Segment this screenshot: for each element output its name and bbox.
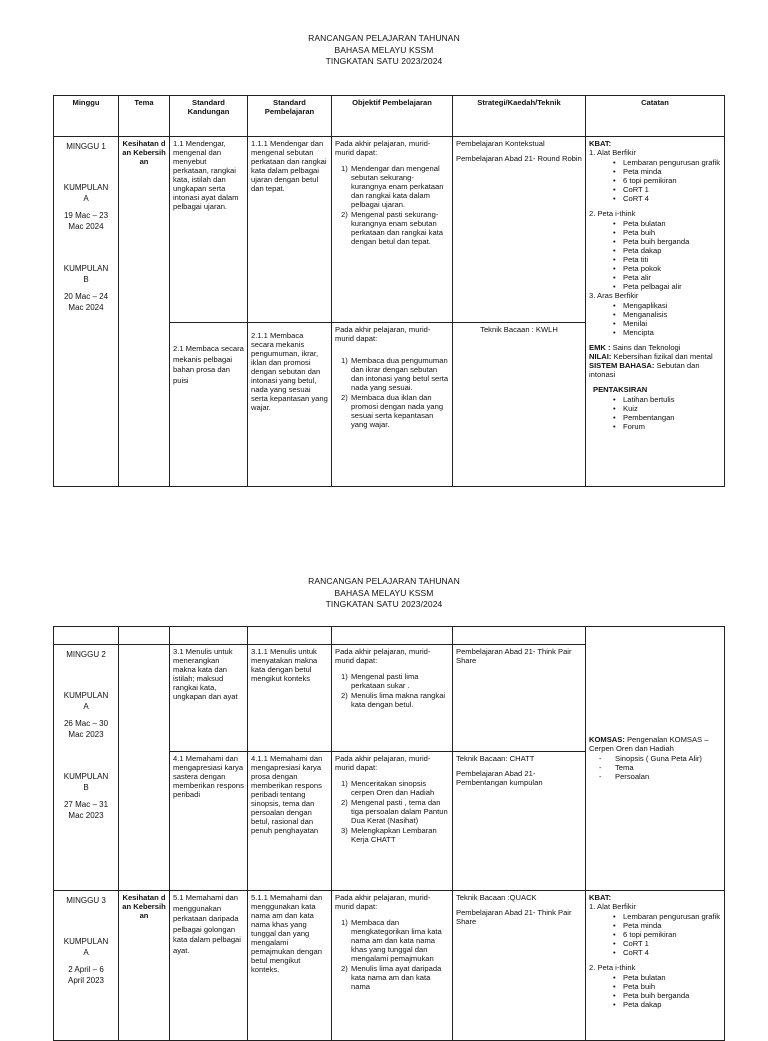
list-item: • Peta buih bbox=[613, 982, 656, 991]
strategi-text: Pembelajaran Abad 21- Think Pair Share bbox=[456, 647, 572, 665]
list-item: 1) Mendengar dan mengenal sebutan sekurang-kurangnya enam perkataan dan rangkai kata dalam pelbagai ujaran. bbox=[341, 164, 444, 209]
table-row bbox=[54, 891, 725, 1041]
sk-text: 4.1 Memahami dan mengapresiasi karya sastera dengan memberikan respons peribadi bbox=[173, 754, 244, 799]
empty-cell bbox=[453, 627, 586, 645]
list-item: • Forum bbox=[613, 422, 645, 431]
sk-cell bbox=[170, 137, 248, 323]
sistem-bahasa-line: SISTEM BAHASA: Sebutan dan intonasi bbox=[589, 361, 700, 379]
list-item: • Menganalisis bbox=[613, 310, 668, 319]
group-b-date: 20 Mac – 24 Mac 2024 bbox=[63, 291, 109, 312]
sp-text: 1.1.1 Mendengar dan mengenal sebutan perkataan dan rangkai kata dalam pelbagai ujaran dengan betul dan tepat. bbox=[251, 139, 327, 193]
alat-list bbox=[589, 158, 721, 203]
header-standard-pembelajaran: Standard Pembelajaran bbox=[248, 96, 332, 137]
peta-list bbox=[589, 973, 721, 1009]
page-title-2 bbox=[0, 576, 768, 611]
strategi-text: Pembelajaran Abad 21- Think Pair Share bbox=[456, 908, 572, 926]
list-item: • Latihan bertulis bbox=[613, 395, 675, 404]
tema-cell bbox=[119, 137, 170, 487]
header-strategi: Strategi/Kaedah/Teknik bbox=[453, 96, 586, 137]
sp-text: 2.1.1 Membaca secara mekanis pengumuman, ikrar, iklan dan promosi dengan sebutan dan intonasi yang betul, nada yang sesuai serta kepantasan yang wajar. bbox=[251, 331, 328, 412]
objektif-cell bbox=[332, 137, 453, 323]
header-objektif: Objektif Pembelajaran bbox=[332, 96, 453, 137]
objektif-list bbox=[335, 356, 449, 429]
emk-line: EMK : Sains dan Teknologi bbox=[589, 343, 681, 352]
header-tema: Tema bbox=[119, 96, 170, 137]
sk-text: 2.1 Membaca secara mekanis pelbagai bahan prosa dan puisi bbox=[173, 344, 244, 385]
sk-text: 1.1 Mendengar, mengenal dan menyebut perkataan, rangkai kata, istilah dan ungkapan serta intonasi ayat dalam pelbagai ujaran. bbox=[173, 139, 239, 211]
list-item: • Peta buih berganda bbox=[613, 237, 690, 246]
objektif-intro: Pada akhir pelajaran, murid-murid dapat: bbox=[335, 754, 431, 772]
strategi-cell bbox=[453, 323, 586, 487]
nilai-line: NILAI: Kebersihan fizikal dan mental bbox=[589, 352, 713, 361]
komsas-line: KOMSAS: Pengenalan KOMSAS – bbox=[589, 735, 709, 744]
catatan-cell bbox=[586, 137, 725, 487]
list-item: • CoRT 1 bbox=[613, 939, 649, 948]
objektif-list bbox=[335, 918, 449, 991]
sp-cell bbox=[248, 323, 332, 487]
empty-cell bbox=[248, 627, 332, 645]
catatan-cell bbox=[586, 627, 725, 891]
minggu-cell bbox=[54, 891, 119, 1041]
list-item: • Peta pokok bbox=[613, 264, 661, 273]
group-a-date: 2 April – 6 April 2023 bbox=[67, 964, 105, 985]
list-item: • Peta alir bbox=[613, 273, 651, 282]
list-item: • Peta bulatan bbox=[613, 973, 666, 982]
pentaksiran-list bbox=[589, 395, 721, 431]
objektif-intro: Pada akhir pelajaran, murid-murid dapat: bbox=[335, 139, 431, 157]
list-item: • Peta bulatan bbox=[613, 219, 666, 228]
list-item: • Peta dakap bbox=[613, 246, 662, 255]
peta-list bbox=[589, 219, 721, 291]
group-b-label: KUMPULAN B bbox=[63, 771, 109, 792]
lesson-plan-table-2 bbox=[53, 626, 725, 1041]
tema-cell bbox=[119, 645, 170, 891]
list-item: 1) Membaca dan mengkategorikan lima kata nama am dan kata nama khas yang tunggal dan mengalami pemajmukan bbox=[341, 918, 442, 963]
table-header-row bbox=[54, 627, 725, 645]
title-line-2: BAHASA MELAYU KSSM bbox=[334, 44, 434, 55]
objektif-cell bbox=[332, 891, 453, 1041]
list-item: • Pembentangan bbox=[613, 413, 675, 422]
page-title-1 bbox=[0, 33, 768, 68]
strategi-text: Pembelajaran Kontekstual bbox=[456, 139, 545, 148]
list-item: • Mencipta bbox=[613, 328, 654, 337]
empty-cell bbox=[119, 627, 170, 645]
sp-text: 3.1.1 Menulis untuk menyatakan makna kata dengan betul mengikut konteks bbox=[251, 647, 318, 683]
strategi-text: Pembelajaran Abad 21- Pembentangan kumpulan bbox=[456, 769, 543, 787]
group-a-date: 19 Mac – 23 Mac 2024 bbox=[63, 210, 109, 231]
title-line-1: RANCANGAN PELAJARAN TAHUNAN bbox=[308, 576, 460, 586]
week-label: MINGGU 2 bbox=[66, 650, 106, 659]
objektif-list bbox=[335, 779, 449, 844]
list-item: 2) Menulis lima makna rangkai kata dengan betul. bbox=[341, 691, 446, 709]
lesson-plan-table-1 bbox=[53, 95, 725, 487]
strategi-cell bbox=[453, 752, 586, 891]
list-item: 2) Membaca dua iklan dan promosi dengan nada yang sesuai serta kepantasan yang wajar. bbox=[341, 393, 444, 429]
list-item: • Menilai bbox=[613, 319, 648, 328]
list-item: • Lembaran pengurusan grafik bbox=[613, 912, 721, 921]
table-row bbox=[54, 137, 725, 323]
list-item: • 6 topi pemikiran bbox=[613, 930, 677, 939]
strategi-text: Teknik Bacaan: CHATT bbox=[456, 754, 535, 763]
cerpen-line: Cerpen Oren dan Hadiah bbox=[589, 744, 674, 753]
list-item: 1) Membaca dua pengumuman dan ikrar dengan sebutan dan intonasi yang betul serta nada yang sesuai. bbox=[341, 356, 449, 392]
minggu-cell bbox=[54, 137, 119, 487]
peta-ithink: 2. Peta i-think bbox=[589, 209, 636, 218]
peta-ithink: 2. Peta i-think bbox=[589, 963, 636, 972]
sk-cell bbox=[170, 645, 248, 752]
sk-cell bbox=[170, 891, 248, 1041]
sk-cell bbox=[170, 323, 248, 487]
group-a-label: KUMPULAN A bbox=[63, 690, 109, 711]
alat-berfikir: 1. Alat Berfikir bbox=[589, 902, 636, 911]
list-item: - Persoalan bbox=[599, 772, 650, 781]
strategi-cell bbox=[453, 137, 586, 323]
sp-cell bbox=[248, 645, 332, 752]
group-b-label: KUMPULAN B bbox=[63, 263, 109, 284]
objektif-cell bbox=[332, 645, 453, 752]
group-a-date: 26 Mac – 30 Mac 2023 bbox=[63, 718, 109, 739]
objektif-list bbox=[335, 164, 449, 246]
kbat-label: KBAT: bbox=[589, 893, 612, 902]
objektif-intro: Pada akhir pelajaran, murid-murid dapat: bbox=[335, 325, 431, 343]
sp-text: 4.1.1 Memahami dan mengapresiasi karya prosa dengan memberikan respons peribadi tentang sinopsis, tema dan persoalan dengan betul, rasional dan penuh penghayatan bbox=[251, 754, 323, 835]
alat-berfikir: 1. Alat Berfikir bbox=[589, 148, 636, 157]
empty-cell bbox=[54, 627, 119, 645]
objektif-list bbox=[335, 672, 449, 709]
list-item: • Peta minda bbox=[613, 921, 662, 930]
group-a-label: KUMPULAN A bbox=[63, 936, 109, 957]
list-item: • Peta minda bbox=[613, 167, 662, 176]
strategi-text: Pembelajaran Abad 21- Round Robin bbox=[456, 154, 582, 163]
list-item: • Peta buih bbox=[613, 228, 656, 237]
header-catatan: Catatan bbox=[586, 96, 725, 137]
sp-text: 5.1.1 Memahami dan menggunakan kata nama am dan kata nama khas yang tunggal dan yang mengalami pemajmukan dengan betul mengikut konteks. bbox=[251, 893, 323, 974]
objektif-cell bbox=[332, 752, 453, 891]
strategi-cell bbox=[453, 891, 586, 1041]
sk-text: 5.1 Memahami dan menggunakan perkataan daripada pelbagai golongan kata dalam pelbagai ayat. bbox=[173, 893, 241, 955]
group-a-label: KUMPULAN A bbox=[63, 182, 109, 203]
week-label: MINGGU 3 bbox=[66, 896, 106, 905]
list-item: • Peta titi bbox=[613, 255, 649, 264]
list-item: • CoRT 4 bbox=[613, 194, 649, 203]
objektif-cell bbox=[332, 323, 453, 487]
sk-text: 3.1 Menulis untuk menerangkan makna kata dan istilah; maksud rangkai kata, ungkapan dan ayat bbox=[173, 647, 238, 701]
sp-cell bbox=[248, 137, 332, 323]
list-item: • Mengaplikasi bbox=[613, 301, 668, 310]
header-minggu: Minggu bbox=[54, 96, 119, 137]
table-header-row bbox=[54, 96, 725, 137]
list-item: 1) Menceritakan sinopsis cerpen Oren dan Hadiah bbox=[341, 779, 435, 797]
objektif-intro: Pada akhir pelajaran, murid-murid dapat: bbox=[335, 893, 431, 911]
sp-cell bbox=[248, 752, 332, 891]
week-label: MINGGU 1 bbox=[66, 142, 106, 151]
list-item: • Kuiz bbox=[613, 404, 638, 413]
list-item: 3) Melengkapkan Lembaran Kerja CHATT bbox=[341, 826, 437, 844]
empty-cell bbox=[170, 627, 248, 645]
list-item: • Peta pelbagai alir bbox=[613, 282, 682, 291]
empty-cell bbox=[332, 627, 453, 645]
komsas-list bbox=[589, 754, 721, 781]
title-line-3: TINGKATAN SATU 2023/2024 bbox=[325, 56, 443, 66]
title-line-1: RANCANGAN PELAJARAN TAHUNAN bbox=[308, 33, 460, 43]
pentaksiran-label: PENTAKSIRAN bbox=[593, 385, 648, 394]
tema-text: Kesihatan dan Kebersihan bbox=[122, 139, 166, 166]
list-item: - Sinopsis ( Guna Peta Alir) bbox=[599, 754, 702, 763]
list-item: • CoRT 1 bbox=[613, 185, 649, 194]
header-standard-kandungan: Standard Kandungan bbox=[170, 96, 248, 137]
aras-list bbox=[589, 301, 721, 337]
sp-cell bbox=[248, 891, 332, 1041]
strategi-text: Teknik Bacaan :QUACK bbox=[456, 893, 537, 902]
list-item: • CoRT 4 bbox=[613, 948, 649, 957]
list-item: 2) Mengenal pasti sekurang-kurangnya enam sebutan perkataan dan rangkai kata dengan betul dan tepat. bbox=[341, 210, 444, 246]
sk-cell bbox=[170, 752, 248, 891]
strategi-text: Teknik Bacaan : KWLH bbox=[480, 325, 558, 334]
tema-text: Kesihatan dan Kebersihan bbox=[122, 893, 166, 920]
list-item: 1) Mengenal pasti lima perkataan sukar . bbox=[341, 672, 419, 690]
title-line-2: BAHASA MELAYU KSSM bbox=[334, 587, 434, 598]
group-b-date: 27 Mac – 31 Mac 2023 bbox=[63, 799, 109, 820]
list-item: - Tema bbox=[599, 763, 634, 772]
list-item: • Lembaran pengurusan grafik bbox=[613, 158, 721, 167]
strategi-cell bbox=[453, 645, 586, 752]
catatan-cell bbox=[586, 891, 725, 1041]
list-item: • 6 topi pemikiran bbox=[613, 176, 677, 185]
list-item: • Peta dakap bbox=[613, 1000, 662, 1009]
list-item: 2) Mengenal pasti , tema dan tiga persoalan dalam Pantun Dua Kerat (Nasihat) bbox=[341, 798, 448, 825]
list-item: 2) Menulis lima ayat daripada kata nama am dan kata nama bbox=[341, 964, 442, 991]
minggu-cell bbox=[54, 645, 119, 891]
aras-berfikir: 3. Aras Berfikir bbox=[589, 291, 639, 300]
list-item: • Peta buih berganda bbox=[613, 991, 690, 1000]
title-line-3: TINGKATAN SATU 2023/2024 bbox=[325, 599, 443, 609]
tema-cell bbox=[119, 891, 170, 1041]
alat-list bbox=[589, 912, 721, 957]
kbat-label: KBAT: bbox=[589, 139, 612, 148]
objektif-intro: Pada akhir pelajaran, murid-murid dapat: bbox=[335, 647, 431, 665]
